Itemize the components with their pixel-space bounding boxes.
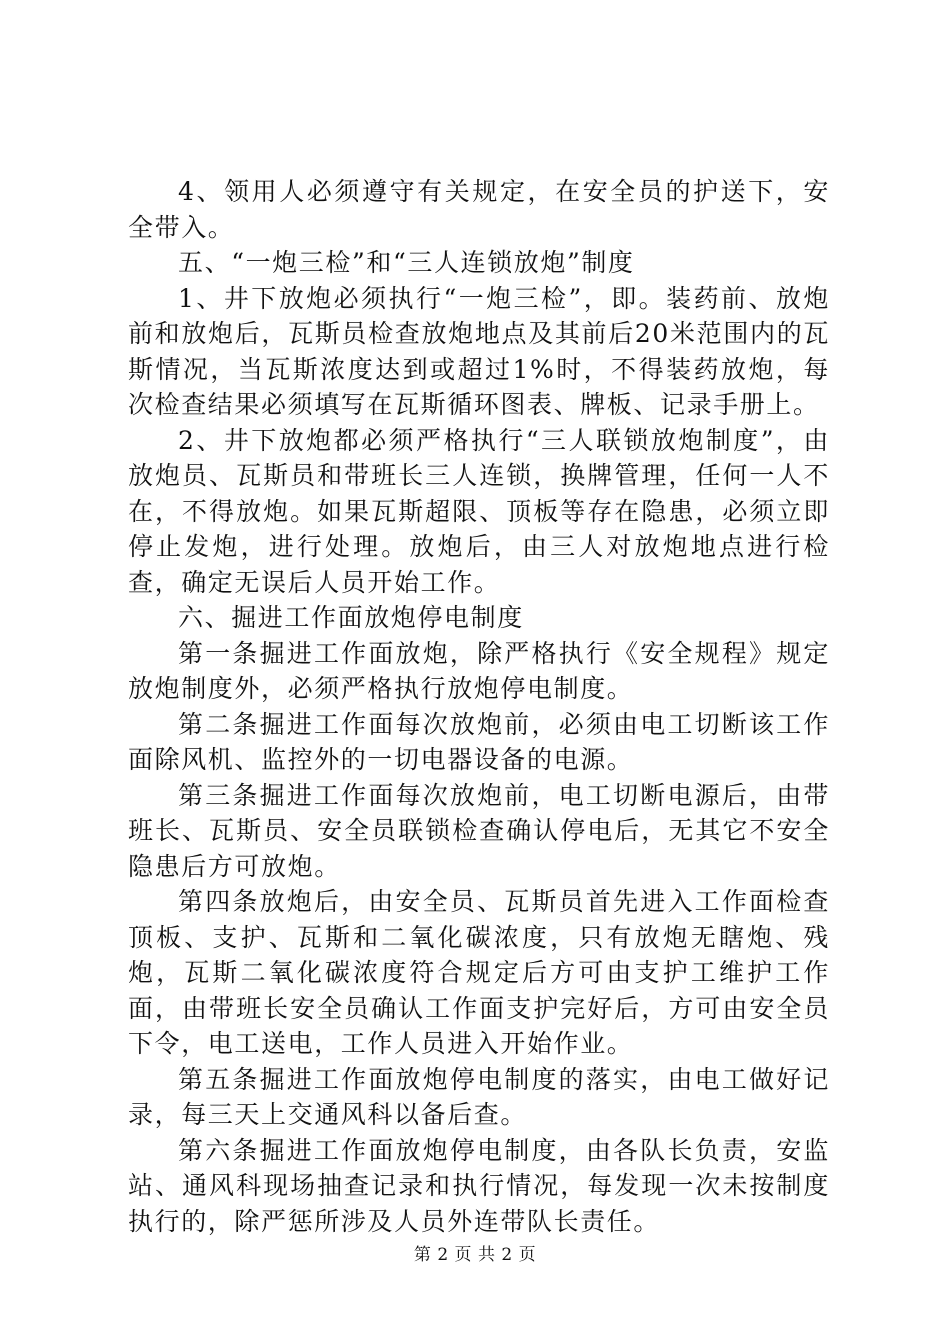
article-4: 第四条放炮后，由安全员、瓦斯员首先进入工作面检查顶板、支护、瓦斯和二氧化碳浓度，只有放炮无瞎炮、残炮，瓦斯二氧化碳浓度符合规定后方可由支护工维护工作面，由带班长安全员确认工作面支护完好后，方可由安全员下令，电工送电，工作人员进入开始作业。 (128, 887, 830, 1058)
article-5: 第五条掘进工作面放炮停电制度的落实，由电工做好记录，每三天上交通风科以备后查。 (128, 1064, 830, 1129)
paragraph-item-4: 4、领用人必须遵守有关规定，在安全员的护送下，安全带入。 (128, 177, 830, 242)
document-body (128, 174, 830, 1239)
section-heading-5: 五、“一炮三检”和“三人连锁放炮”制度 (178, 248, 635, 277)
paragraph-item-1: 1、井下放炮必须执行“一炮三检”，即。装药前、放炮前和放炮后，瓦斯员检查放炮地点及其前后20米范围内的瓦斯情况，当瓦斯浓度达到或超过1%时，不得装药放炮，每次检查结果必须填写在瓦斯循环图表、牌板、记录手册上。 (128, 283, 830, 419)
article-1: 第一条掘进工作面放炮，除严格执行《安全规程》规定放炮制度外，必须严格执行放炮停电制度。 (128, 638, 830, 703)
page-footer: 第 2 页 共 2 页 (413, 1245, 537, 1265)
article-2: 第二条掘进工作面每次放炮前，必须由电工切断该工作面除风机、监控外的一切电器设备的电源。 (128, 709, 830, 774)
paragraph-item-2: 2、井下放炮都必须严格执行“三人联锁放炮制度”，由放炮员、瓦斯员和带班长三人连锁，换牌管理，任何一人不在，不得放炮。如果瓦斯超限、顶板等存在隐患，必须立即停止发炮，进行处理。放炮后，由三人对放炮地点进行检查，确定无误后人员开始工作。 (128, 425, 830, 597)
section-heading-6: 六、掘进工作面放炮停电制度 (178, 603, 524, 632)
article-6: 第六条掘进工作面放炮停电制度，由各队长负责，安监站、通风科现场抽查记录和执行情况，每发现一次未按制度执行的，除严惩所涉及人员外连带队长责任。 (128, 1135, 830, 1236)
article-3: 第三条掘进工作面每次放炮前，电工切断电源后，由带班长、瓦斯员、安全员联锁检查确认停电后，无其它不安全隐患后方可放炮。 (128, 780, 830, 881)
